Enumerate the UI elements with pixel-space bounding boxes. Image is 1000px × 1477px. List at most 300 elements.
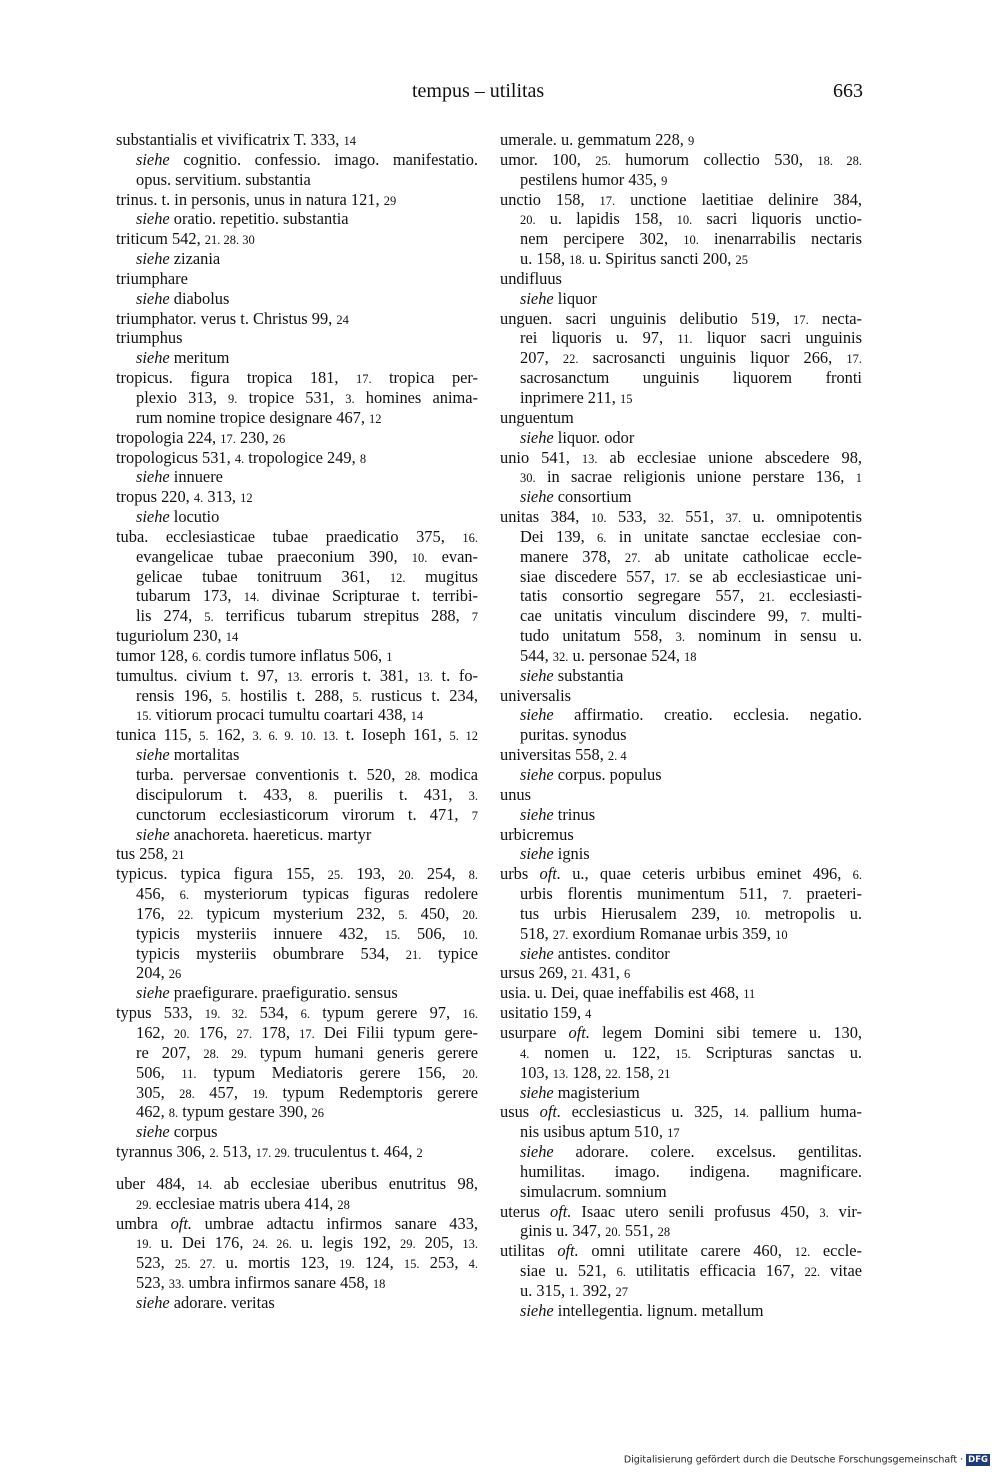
- line-reference: 2.: [209, 1146, 219, 1161]
- index-line: [116, 586, 478, 606]
- index-line: [500, 924, 862, 944]
- entry-text: uterus: [500, 1201, 551, 1221]
- line-reference: 11.: [677, 332, 693, 347]
- entry-text: necta-: [808, 308, 862, 328]
- entry-text: tuguriolum 230,: [116, 626, 226, 646]
- entry-text: mortalitas: [169, 745, 240, 765]
- entry-text: 462,: [136, 1102, 169, 1122]
- line-reference: 18.: [569, 253, 585, 268]
- line-reference: 11.: [181, 1066, 197, 1081]
- index-line: [500, 368, 862, 388]
- entry-text: typum gerere 97,: [309, 1003, 463, 1023]
- cross-reference-label: siehe: [520, 665, 554, 685]
- line-reference: 25. 27.: [174, 1257, 216, 1272]
- entry-text: tropica per-: [371, 368, 478, 388]
- line-reference: 28.: [179, 1086, 195, 1101]
- index-line: [116, 229, 478, 249]
- index-line: [116, 1003, 478, 1023]
- index-line: [116, 249, 478, 269]
- cross-reference-label: siehe: [136, 983, 170, 1003]
- line-reference: 14: [410, 709, 424, 724]
- index-line: [500, 229, 862, 249]
- entry-text: ab ecclesiae unione abscedere 98,: [597, 447, 862, 467]
- entry-text: homines anima-: [354, 387, 478, 407]
- index-column-right: [500, 130, 862, 1321]
- entry-text: multi-: [809, 606, 862, 626]
- index-line: [116, 567, 478, 587]
- line-reference: 27: [615, 1284, 628, 1299]
- entry-text: exordium Romanae urbis 359,: [568, 923, 776, 943]
- entry-text: t. fo-: [432, 665, 478, 685]
- entry-text: unio 541,: [500, 447, 582, 467]
- entry-text: u. mortis 123,: [215, 1253, 340, 1273]
- entry-text: rensis 196,: [136, 685, 222, 705]
- index-line: [500, 309, 862, 329]
- index-line: [116, 289, 478, 309]
- line-reference: 19. 32.: [204, 1007, 248, 1022]
- index-line: [116, 527, 478, 547]
- entry-text: 158,: [620, 1062, 658, 1082]
- entry-text: urbicremus: [500, 824, 574, 844]
- entry-text: rei liquoris u. 97,: [520, 328, 678, 348]
- entry-text: Scripturas sanctas u.: [690, 1042, 862, 1062]
- line-reference: 9.: [228, 391, 238, 406]
- line-reference: 1: [855, 471, 862, 486]
- line-reference: 14.: [243, 590, 260, 605]
- index-line: [500, 844, 862, 864]
- entry-text: ab ecclesiae uberibus enutritus 98,: [212, 1173, 478, 1193]
- entry-text: puritas. synodus: [520, 725, 627, 745]
- entry-text: typicis mysteriis innuere 432,: [136, 923, 385, 943]
- entry-text: manere 378,: [520, 546, 625, 566]
- entry-text: 162,: [208, 725, 253, 745]
- entry-text: diabolus: [169, 288, 230, 308]
- index-line: [500, 864, 862, 884]
- line-reference: 13.: [286, 669, 303, 684]
- index-line: [116, 309, 478, 329]
- entry-text: antistes. conditor: [553, 943, 670, 963]
- index-line: [500, 1102, 862, 1122]
- entry-text: tus 258,: [116, 844, 173, 864]
- entry-text: unctione laetitiae delinire 384,: [615, 189, 862, 209]
- index-line: [500, 944, 862, 964]
- line-reference: 24. 26.: [252, 1237, 292, 1252]
- entry-text: 128,: [568, 1062, 606, 1082]
- line-reference: 25.: [595, 153, 611, 168]
- line-reference: 28.: [404, 769, 421, 783]
- entry-text: 193,: [343, 864, 399, 884]
- index-line: [500, 745, 862, 765]
- line-reference: 27.: [624, 550, 641, 565]
- entry-text: inprimere 211,: [520, 387, 620, 407]
- entry-text: tubarum 173,: [136, 586, 244, 606]
- index-line: [116, 646, 478, 666]
- entry-text: erroris t. 381,: [302, 665, 418, 685]
- index-line: [116, 745, 478, 765]
- entry-text: umerale. u. gemmatum 228,: [500, 130, 688, 149]
- entry-text: sacri liquoris unctio-: [692, 209, 862, 229]
- entry-text: opus. servitium. substantia: [136, 169, 311, 189]
- entry-text: ab unitate catholicae eccle-: [640, 546, 862, 566]
- index-line: [116, 864, 478, 884]
- entry-text: nomen u. 122,: [529, 1042, 676, 1062]
- entry-text: 178,: [252, 1022, 300, 1042]
- entry-text: 544,: [520, 645, 553, 665]
- index-line: [500, 1281, 862, 1301]
- index-line: [500, 1142, 862, 1162]
- entry-text: umbra infirmos sanare 458,: [184, 1273, 373, 1293]
- entry-text: 534,: [247, 1003, 301, 1023]
- line-reference: 25: [735, 253, 748, 268]
- index-line: [116, 884, 478, 904]
- line-reference: 17.: [793, 312, 809, 327]
- entry-text: tus urbis Hierusalem 239,: [520, 903, 735, 923]
- entry-text: tumultus. civium t. 97,: [116, 665, 287, 685]
- line-reference: 10.: [676, 213, 693, 228]
- line-reference: 33.: [168, 1277, 185, 1292]
- entry-text: 456,: [136, 884, 180, 904]
- line-reference: 6.: [179, 888, 189, 903]
- entry-text: u. personae 524,: [568, 645, 685, 665]
- entry-text: 523,: [136, 1253, 175, 1273]
- index-line: [116, 686, 478, 706]
- entry-text: typicis mysteriis obumbrare 534,: [136, 943, 406, 963]
- line-reference: 4.: [193, 491, 204, 506]
- entry-text: 305,: [136, 1082, 180, 1102]
- index-line: [500, 1063, 862, 1083]
- entry-text: tropicus. figura tropica 181,: [116, 368, 356, 388]
- digitization-footer: [624, 1454, 990, 1466]
- entry-text: in sacrae religionis unione perstare 136,: [535, 467, 856, 487]
- line-reference: 10.: [734, 907, 751, 922]
- line-reference: 5.: [204, 610, 214, 625]
- entry-text: vitae: [820, 1261, 862, 1281]
- entry-text: truculentus t. 464,: [289, 1142, 417, 1162]
- line-reference: 6.: [300, 1007, 310, 1022]
- entry-text: u. lapidis 158,: [535, 209, 677, 229]
- cross-reference-label: oft.: [568, 1022, 590, 1042]
- line-reference: 17.: [299, 1026, 315, 1041]
- line-reference: 5.: [199, 729, 209, 744]
- cross-reference-label: siehe: [520, 943, 554, 963]
- entry-text: utilitas: [500, 1241, 558, 1261]
- entry-text: umbra: [116, 1213, 171, 1233]
- line-reference: 15: [619, 391, 633, 406]
- line-reference: 32.: [658, 511, 674, 526]
- index-line: [500, 686, 862, 706]
- entry-text: u., quae ceteris urbibus eminet 496,: [560, 864, 853, 884]
- entry-text: evangelicae tubae praeconium 390,: [136, 546, 412, 566]
- entry-text: t. Ioseph 161,: [338, 725, 450, 745]
- line-reference: 12: [240, 491, 253, 506]
- cross-reference-label: siehe: [520, 487, 554, 507]
- entry-text: inenarrabilis nectaris: [698, 229, 862, 249]
- line-reference: 14.: [733, 1106, 749, 1121]
- entry-text: tropologia 224,: [116, 427, 221, 447]
- line-reference: 17.: [220, 431, 236, 446]
- index-line: [116, 348, 478, 368]
- cross-reference-label: oft.: [170, 1213, 192, 1233]
- line-reference: 9: [661, 173, 668, 188]
- line-reference: 7.: [782, 888, 792, 903]
- cross-reference-label: siehe: [136, 745, 170, 765]
- line-reference: 12.: [794, 1245, 811, 1260]
- index-line: [500, 785, 862, 805]
- index-line: [116, 408, 478, 428]
- index-line: [500, 825, 862, 845]
- line-reference: 22.: [562, 352, 579, 367]
- line-reference: 22.: [177, 907, 194, 922]
- line-reference: 17. 29.: [255, 1146, 290, 1161]
- line-reference: 14: [343, 134, 356, 148]
- entry-text: metropolis u.: [750, 903, 862, 923]
- line-reference: 16.: [462, 530, 478, 545]
- cross-reference-label: siehe: [136, 209, 170, 229]
- entry-text: tropus 220,: [116, 487, 194, 507]
- line-reference: 20.: [398, 868, 414, 883]
- line-reference: 4.: [234, 451, 245, 466]
- line-reference: 4.: [468, 1257, 479, 1272]
- index-line: [500, 1023, 862, 1043]
- line-reference: 27.: [236, 1026, 253, 1041]
- entry-text: typum Redemptoris gerere: [268, 1082, 478, 1102]
- entry-text: magisterium: [553, 1082, 640, 1102]
- index-line: [116, 785, 478, 805]
- entry-text: triumphus: [116, 328, 183, 348]
- index-line: [116, 170, 478, 190]
- line-reference: 8.: [308, 788, 318, 803]
- index-line: [116, 844, 478, 864]
- index-line: [116, 130, 478, 150]
- index-line: [500, 1202, 862, 1222]
- line-reference: 19.: [339, 1257, 355, 1272]
- index-line: [116, 606, 478, 626]
- cross-reference-label: oft.: [539, 864, 561, 884]
- entry-text: rusticus t. 234,: [361, 685, 478, 705]
- entry-text: unitas 384,: [500, 507, 591, 527]
- entry-text: eccle-: [810, 1241, 863, 1261]
- index-line: [116, 190, 478, 210]
- entry-text: cunctorum ecclesiasticorum virorum t. 471,: [136, 804, 472, 824]
- line-reference: 15.: [403, 1257, 420, 1272]
- index-line: [500, 130, 862, 150]
- index-line: [116, 705, 478, 725]
- line-reference: 13.: [417, 669, 433, 684]
- entry-text: tumor 128,: [116, 645, 193, 665]
- entry-text: tunica 115,: [116, 725, 200, 745]
- line-reference: 28: [337, 1197, 350, 1212]
- entry-text: u. omnipotentis: [741, 507, 862, 527]
- index-line: [500, 1241, 862, 1261]
- entry-text: universalis: [500, 685, 572, 705]
- entry-text: 103,: [520, 1062, 553, 1082]
- index-line: [116, 150, 478, 170]
- index-line: [116, 1142, 478, 1162]
- line-reference: 14: [225, 630, 239, 645]
- index-line: [116, 805, 478, 825]
- entry-text: u. 315,: [520, 1280, 570, 1300]
- entry-text: trinus: [553, 804, 596, 824]
- entry-text: 506,: [136, 1062, 182, 1082]
- line-reference: 1.: [569, 1284, 579, 1299]
- cross-reference-label: siehe: [520, 804, 554, 824]
- line-reference: 37.: [725, 511, 742, 526]
- entry-text: unguen. sacri unguinis delibutio 519,: [500, 308, 794, 328]
- entry-text: tropologice 249,: [244, 447, 360, 467]
- index-line: [116, 666, 478, 686]
- index-line: [116, 765, 478, 785]
- entry-text: 431,: [587, 963, 625, 983]
- line-reference: 16.: [462, 1007, 478, 1022]
- entry-text: u. Spiritus sancti 200,: [584, 249, 736, 269]
- running-head: tempus – utilitas: [412, 80, 545, 102]
- cross-reference-label: siehe: [136, 507, 170, 527]
- line-reference: 10.: [683, 233, 699, 248]
- entry-text: tudo unitatum 558,: [520, 626, 676, 646]
- index-line: [500, 348, 862, 368]
- index-line: [116, 1083, 478, 1103]
- line-reference: 6.: [192, 649, 202, 664]
- entry-text: 254,: [413, 864, 469, 884]
- line-reference: 27.: [552, 927, 569, 942]
- line-reference: 2. 4: [607, 749, 627, 764]
- cross-reference-label: oft.: [539, 1102, 562, 1122]
- entry-text: sacrosanctum unguinis liquorem fronti: [520, 368, 862, 388]
- index-line: [116, 328, 478, 348]
- index-line: [116, 1102, 478, 1122]
- entry-text: tatis consortio segregare 557,: [520, 586, 759, 606]
- line-reference: 29.: [136, 1197, 152, 1212]
- index-line: [500, 428, 862, 448]
- page-header: [0, 80, 1000, 108]
- entry-text: humilitas. imago. indigena. magnificare.: [520, 1161, 862, 1181]
- entry-text: in unitate sanctae ecclesiae con-: [606, 526, 862, 546]
- index-line: [116, 368, 478, 388]
- index-line: [500, 626, 862, 646]
- entry-text: typicus. typica figura 155,: [116, 864, 328, 884]
- index-line: [500, 170, 862, 190]
- line-reference: 5. 12: [449, 729, 478, 744]
- entry-text: usitatio 159,: [500, 1003, 586, 1023]
- entry-text: hostilis t. 288,: [230, 685, 353, 705]
- line-reference: 3. 6. 9. 10. 13.: [252, 729, 339, 744]
- entry-text: gelicae tubae tonitruum 361,: [136, 566, 390, 586]
- entry-text: u. Dei 176,: [151, 1233, 253, 1253]
- line-reference: 20.: [462, 907, 479, 922]
- cross-reference-label: siehe: [136, 1292, 170, 1312]
- entry-text: umor. 100,: [500, 149, 596, 169]
- index-line: [500, 190, 862, 210]
- line-reference: 8.: [468, 868, 478, 883]
- entry-text: triticum 542,: [116, 229, 205, 249]
- entry-text: tropologicus 531,: [116, 447, 235, 467]
- line-reference: 18. 28.: [817, 153, 862, 168]
- index-line: [500, 1221, 862, 1241]
- line-reference: 14.: [196, 1177, 213, 1192]
- index-line: [500, 805, 862, 825]
- entry-text: zizania: [169, 249, 221, 269]
- page-number: 663: [833, 80, 863, 102]
- cross-reference-label: siehe: [136, 288, 170, 308]
- index-line: [500, 606, 862, 626]
- entry-text: omni utilitate carere 460,: [578, 1241, 795, 1261]
- entry-text: rum nomine tropice designare 467,: [136, 407, 370, 427]
- line-reference: 17.: [599, 193, 616, 208]
- entry-text: Dei 139,: [520, 526, 598, 546]
- entry-text: unguentum: [500, 407, 574, 427]
- index-line: [500, 507, 862, 527]
- entry-text: 551,: [620, 1221, 658, 1241]
- line-reference: 15.: [384, 927, 401, 942]
- entry-text: u. legis 192,: [291, 1233, 400, 1253]
- entry-text: plexio 313,: [136, 387, 229, 407]
- cross-reference-label: siehe: [520, 705, 554, 725]
- cross-reference-label: siehe: [520, 1082, 554, 1102]
- index-line: [116, 1233, 478, 1253]
- entry-text: siae u. 521,: [520, 1261, 617, 1281]
- index-line: [116, 983, 478, 1003]
- entry-text: se ab ecclesiasticae uni-: [679, 566, 862, 586]
- entry-text: liquor: [553, 288, 597, 308]
- line-reference: 25.: [327, 868, 344, 883]
- entry-text: 313,: [203, 487, 241, 507]
- index-line: [116, 626, 478, 646]
- line-reference: 10: [775, 927, 788, 942]
- cross-reference-label: oft.: [557, 1241, 579, 1261]
- entry-text: 204,: [136, 963, 169, 983]
- entry-text: substantia: [553, 665, 624, 685]
- line-reference: 6.: [852, 868, 862, 883]
- entry-text: liquor sacri unguinis: [692, 328, 862, 348]
- index-line: [116, 209, 478, 229]
- index-line: [500, 1261, 862, 1281]
- line-reference: 26: [168, 967, 182, 982]
- line-reference: 26: [311, 1106, 325, 1121]
- line-reference: 5.: [398, 907, 408, 922]
- line-reference: 7: [471, 610, 478, 625]
- index-line: [500, 448, 862, 468]
- line-reference: 26: [272, 431, 286, 446]
- entry-text: trinus. t. in personis, unus in natura 121,: [116, 189, 384, 209]
- line-reference: 12.: [389, 570, 406, 585]
- entry-text: re 207,: [136, 1042, 204, 1062]
- line-reference: 6.: [616, 1265, 626, 1280]
- entry-text: puerilis t. 431,: [317, 784, 469, 804]
- line-reference: 22.: [804, 1265, 821, 1280]
- index-line: [500, 1182, 862, 1202]
- entry-text: typum gestare 390,: [178, 1102, 312, 1122]
- line-reference: 20.: [173, 1026, 190, 1041]
- entry-text: mysteriorum typicas figuras redolere: [188, 884, 478, 904]
- entry-text: 506,: [400, 923, 463, 943]
- index-line: [116, 1194, 478, 1214]
- cross-reference-label: siehe: [520, 1300, 554, 1320]
- entry-text: Isaac utero senili profusus 450,: [571, 1201, 820, 1221]
- index-line: [116, 547, 478, 567]
- entry-text: corpus: [169, 1122, 218, 1142]
- index-line: [116, 487, 478, 507]
- index-line: [500, 983, 862, 1003]
- entry-text: anachoreta. haereticus. martyr: [169, 824, 372, 844]
- entry-text: typum Mediatoris gerere 156,: [196, 1062, 463, 1082]
- cross-reference-label: siehe: [520, 427, 554, 447]
- index-line: [116, 1023, 478, 1043]
- index-line: [116, 1043, 478, 1063]
- entry-text: utilitatis efficacia 167,: [625, 1261, 805, 1281]
- index-line: [500, 725, 862, 745]
- line-reference: 29: [383, 193, 397, 208]
- entry-text: liquor. odor: [553, 427, 635, 447]
